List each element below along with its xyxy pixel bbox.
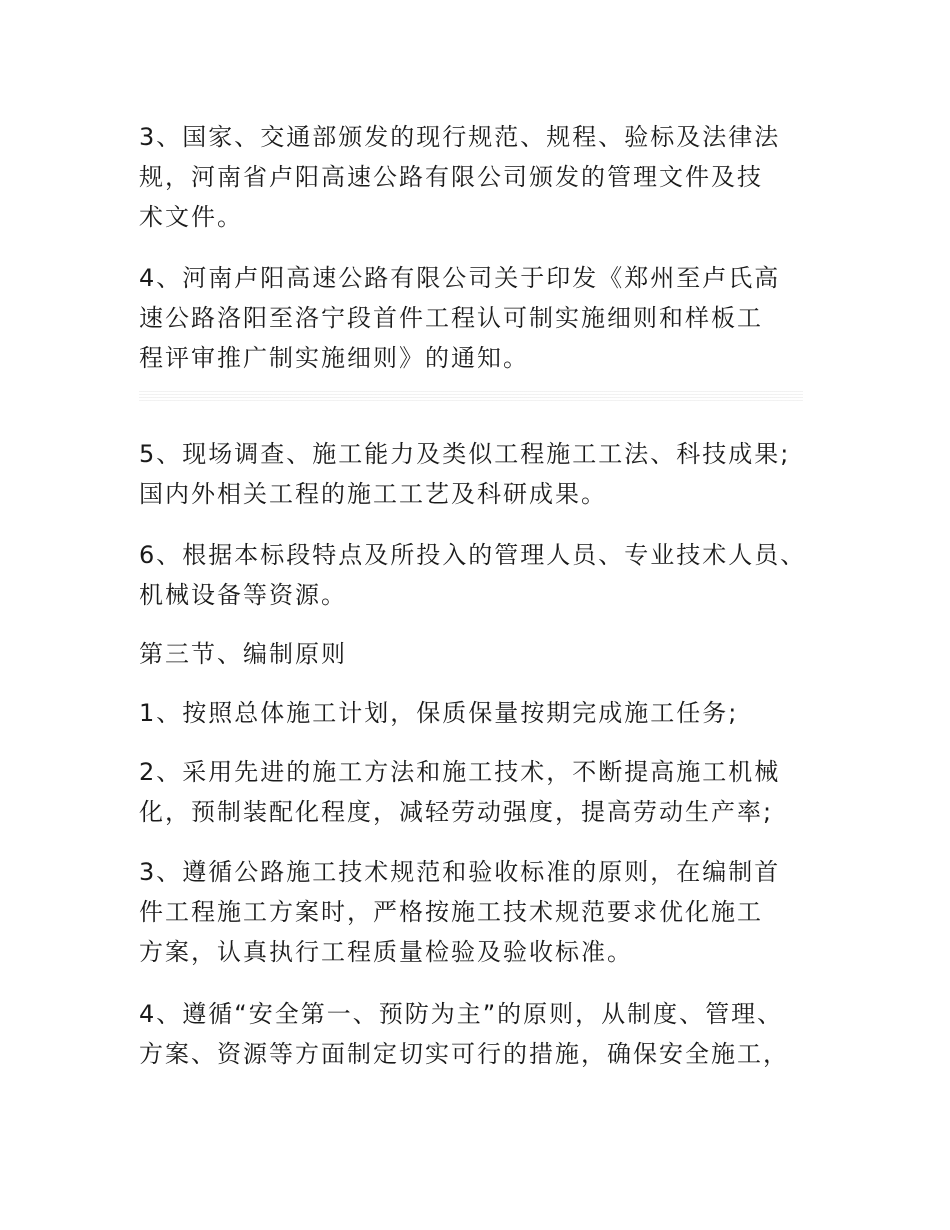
paragraph-principle-2 <box>139 752 780 832</box>
text-line: 术文件。 <box>139 203 243 231</box>
faint-divider <box>139 391 803 403</box>
text-line: 3、国家、交通部颁发的现行规范、规程、验标及法律法 <box>139 123 781 151</box>
text-line: 机械设备等资源。 <box>139 581 347 609</box>
text-line: 程评审推广制实施细则》的通知。 <box>139 344 529 372</box>
text-line: 速公路洛阳至洛宁段首件工程认可制实施细则和样板工 <box>139 304 763 332</box>
text-line: 5、现场调查、施工能力及类似工程施工工法、科技成果; <box>139 440 791 468</box>
paragraph-basis-4 <box>139 258 780 378</box>
heading-text: 第三节、编制原则 <box>139 640 347 668</box>
paragraph-principle-4 <box>139 994 789 1074</box>
text-line: 件工程施工方案时，严格按施工技术规范要求优化施工 <box>139 898 763 926</box>
text-line: 3、遵循公路施工技术规范和验收标准的原则，在编制首 <box>139 858 781 886</box>
text-line: 化，预制装配化程度，减轻劳动强度，提高劳动生产率; <box>139 798 774 826</box>
text-line: 4、遵循“安全第一、预防为主”的原则，从制度、管理、 <box>139 1000 784 1028</box>
text-line: 2、采用先进的施工方法和施工技术，不断提高施工机械 <box>139 758 781 786</box>
text-line: 方案，认真执行工程质量检验及验收标准。 <box>139 938 633 966</box>
paragraph-principle-3 <box>139 852 780 972</box>
text-line: 国内外相关工程的施工工艺及科研成果。 <box>139 480 607 508</box>
text-line: 4、河南卢阳高速公路有限公司关于印发《郑州至卢氏高 <box>139 264 781 292</box>
text-line: 1、按照总体施工计划，保质保量按期完成施工任务; <box>139 699 739 727</box>
paragraph-basis-6 <box>139 535 806 615</box>
paragraph-basis-5 <box>139 434 790 514</box>
text-line: 方案、资源等方面制定切实可行的措施，确保安全施工， <box>139 1040 789 1068</box>
paragraph-principle-1 <box>139 693 738 733</box>
text-line: 规，河南省卢阳高速公路有限公司颁发的管理文件及技 <box>139 163 763 191</box>
paragraph-basis-3 <box>139 117 780 237</box>
text-line: 6、根据本标段特点及所投入的管理人员、专业技术人员、 <box>139 541 807 569</box>
section-heading <box>139 634 347 674</box>
